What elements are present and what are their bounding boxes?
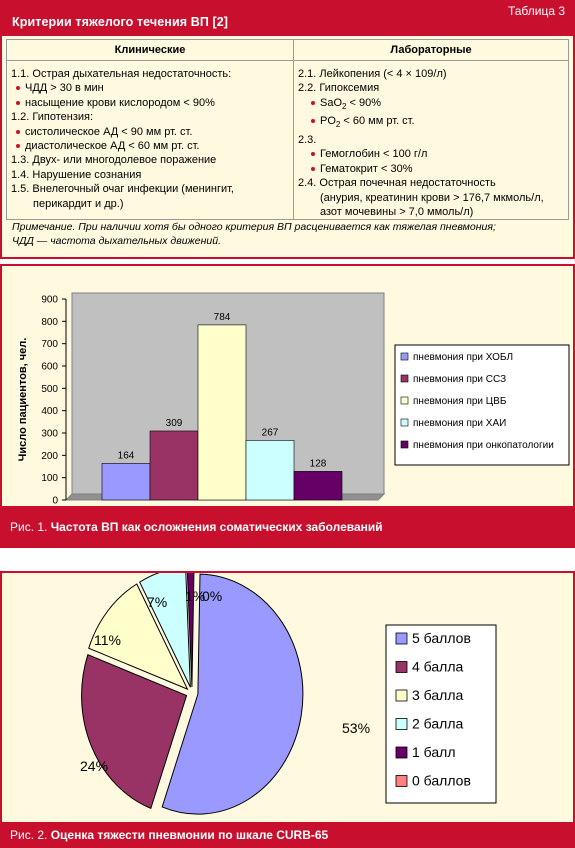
criterion-line: SaO$_2$ < 90% [298, 96, 564, 115]
criterion-line: систолическое АД < 90 мм рт. ст. [11, 125, 289, 139]
table-title: Критерии тяжелого течения ВП [2] [12, 15, 229, 29]
slice-label: 7% [147, 594, 168, 610]
legend-swatch [401, 397, 408, 404]
bar [198, 325, 246, 500]
criterion-line: диастолическое АД < 60 мм рт. ст. [11, 139, 289, 153]
legend-swatch [396, 633, 407, 644]
caption-text: Частота ВП как осложнения соматических заболеваний [50, 520, 383, 534]
criterion-line: 1.5. Внелегочный очаг инфекции (менингит, [11, 183, 234, 196]
legend-label: 0 баллов [412, 772, 471, 789]
legend-label: пневмония при ЦВБ [413, 396, 507, 407]
legend-label: 5 баллов [412, 630, 471, 646]
slice-label: 1% [185, 588, 206, 604]
legend-swatch [396, 776, 407, 787]
bar-chart [2, 266, 573, 506]
column-header-lab: Лабораторные [294, 40, 569, 61]
slice-label: 24% [80, 758, 109, 774]
bar-value-label: 267 [261, 427, 279, 439]
legend-swatch [396, 719, 407, 730]
figure-2-caption [2, 822, 573, 846]
slice-label: 0% [202, 588, 223, 604]
note-line: ЧДД — частота дыхательных движений. [12, 235, 221, 247]
clinical-criteria-cell [7, 61, 294, 220]
legend-label: пневмония при ХОБЛ [413, 352, 514, 363]
caption-prefix: Рис. 1. [10, 520, 51, 534]
criterion-line: перикардит и др.) [33, 197, 124, 210]
legend-swatch [401, 441, 408, 448]
y-tick-label: 700 [41, 339, 58, 351]
criterion-line: ЧДД > 30 в мин [11, 81, 289, 95]
bar [294, 471, 342, 500]
criterion-line: 1.2. Гипотензия: [11, 111, 94, 124]
criterion-line: Гемоглобин < 100 г/л [298, 147, 564, 161]
slice-label: 53% [342, 720, 371, 736]
criterion-line: 2.2. Гипоксемия [298, 82, 380, 95]
bar-value-label: 784 [213, 311, 231, 323]
legend-swatch [401, 419, 408, 426]
criterion-line: Гематокрит < 30% [298, 162, 564, 176]
legend-swatch [396, 747, 407, 758]
caption-prefix: Рис. 2. [10, 828, 51, 842]
note-line: Примечание. При наличии хотя бы одного критерия ВП расценивается как тяжелая пневмония; [12, 221, 496, 233]
y-axis-label: Число пациентов, чел. [17, 337, 29, 462]
y-tick-label: 500 [41, 383, 58, 395]
legend-label: 4 балла [412, 658, 464, 675]
legend-swatch [396, 662, 407, 673]
y-tick-label: 0 [52, 495, 58, 506]
criteria-grid [6, 39, 569, 220]
y-tick-label: 600 [41, 361, 58, 373]
bar [150, 431, 198, 500]
legend-label: пневмония при ХАИ [413, 418, 507, 429]
legend-label: 3 балла [412, 687, 464, 703]
criterion-line: 2.3. [298, 134, 317, 146]
figure-2 [0, 571, 575, 848]
legend-label: 2 балла [412, 715, 464, 732]
bar-value-label: 309 [165, 417, 183, 429]
table-number: Таблица 3 [507, 4, 565, 18]
y-tick-label: 800 [41, 316, 58, 328]
figure-1 [0, 264, 575, 548]
bar [246, 440, 294, 500]
criterion-line: 2.1. Лейкопения (< 4 × 109/л) [298, 68, 447, 80]
figure-1-caption [2, 506, 573, 546]
legend-swatch [401, 353, 408, 360]
lab-criteria-cell [294, 61, 569, 220]
table-note [6, 216, 569, 256]
criterion-line: $PO_2 < 60$ мм рт. ст. [298, 114, 564, 133]
criterion-line: азот мочевины > 7,0 ммоль/л) [320, 206, 474, 219]
y-tick-label: 300 [41, 428, 58, 440]
slice-label: 11% [94, 632, 121, 648]
criterion-line: 2.4. Острая почечная недостаточность [298, 177, 496, 190]
table-header [2, 2, 573, 36]
bar-value-label: 128 [309, 458, 327, 470]
criterion-line: насыщение крови кислородом < 90% [11, 96, 289, 110]
legend-swatch [401, 375, 408, 382]
bar [102, 463, 150, 500]
legend-label: 1 балл [412, 744, 456, 760]
y-tick-label: 200 [41, 450, 58, 462]
legend-label: пневмония при онкопатологии [413, 440, 554, 451]
legend-label: пневмония при ССЗ [413, 374, 507, 385]
criterion-line: 1.3. Двух- или многодолевое поражение [11, 154, 217, 167]
caption-text: Оценка тяжести пневмонии по шкале CURB-65 [50, 828, 329, 842]
pie-chart [2, 573, 573, 823]
bar-value-label: 164 [117, 450, 135, 462]
y-tick-label: 100 [41, 473, 58, 485]
y-tick-label: 400 [41, 406, 58, 418]
criterion-line: 1.4. Нарушение сознания [11, 168, 142, 181]
criteria-table [0, 0, 575, 259]
y-tick-label: 900 [41, 294, 58, 306]
legend-swatch [396, 690, 407, 701]
criterion-line: (анурия, креатинин крови > 176,7 мкмоль/л, [320, 191, 544, 204]
criterion-line: 1.1. Острая дыхательная недостаточность: [11, 68, 232, 80]
column-header-clinical: Клинические [7, 40, 294, 61]
